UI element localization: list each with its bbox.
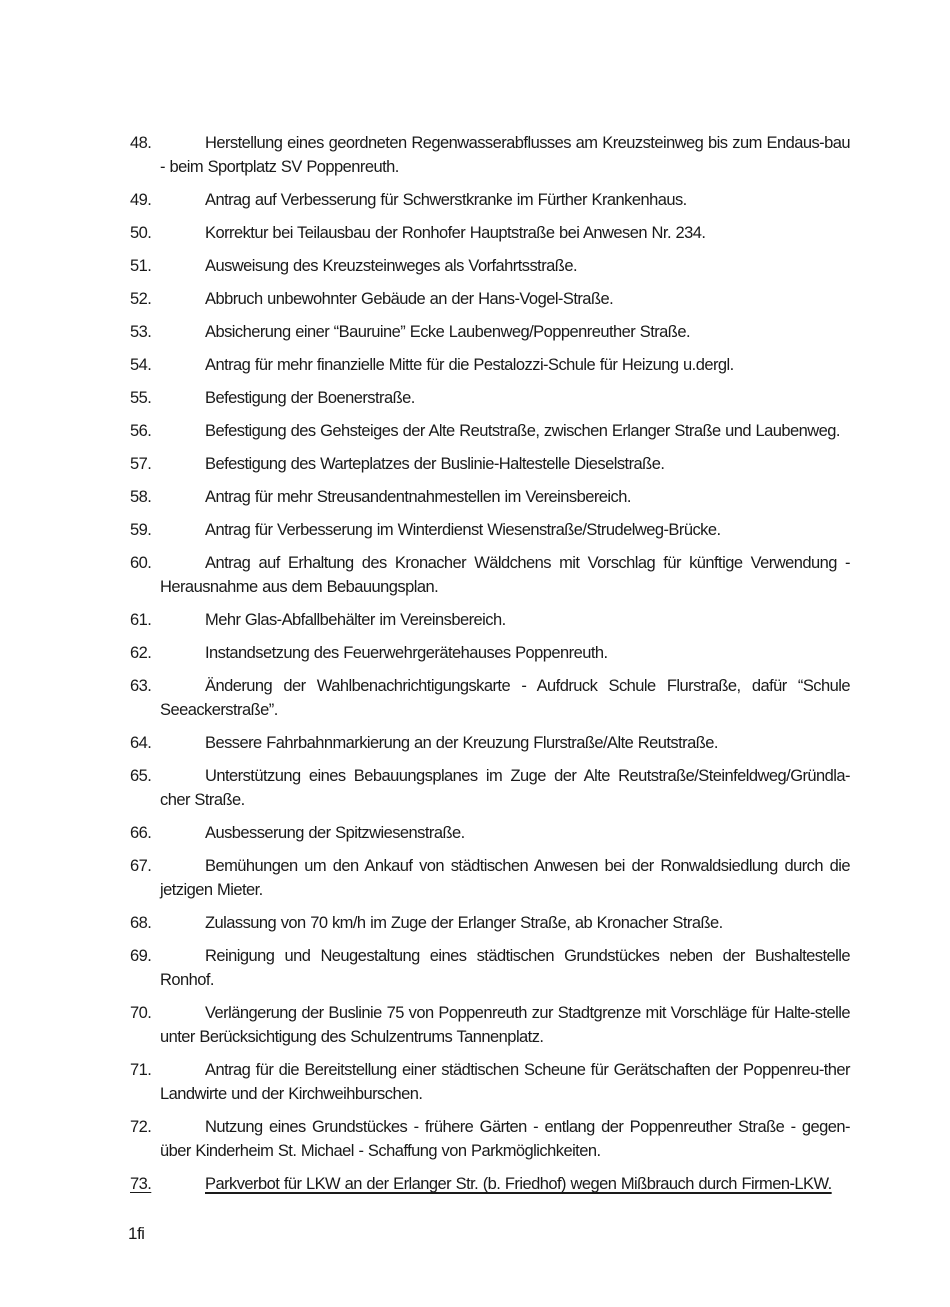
list-item bbox=[130, 731, 850, 755]
item-text: Befestigung der Boenerstraße. bbox=[205, 389, 415, 407]
item-number: 62. bbox=[130, 644, 152, 662]
item-text: Ausweisung des Kreuzsteinweges als Vorfahrtsstraße. bbox=[205, 257, 577, 275]
item-number: 67. bbox=[130, 857, 152, 875]
item-text: Ausbesserung der Spitzwiesenstraße. bbox=[205, 824, 465, 842]
item-text: Antrag auf Verbesserung für Schwerstkranke im Fürther Krankenhaus. bbox=[205, 191, 687, 209]
list-item bbox=[130, 911, 850, 935]
item-text: Bemühungen um den Ankauf von städtischen Anwesen bei der Ronwaldsiedlung durch die jetzigen Mieter. bbox=[160, 857, 850, 899]
page-footer-mark: 1fi bbox=[128, 1224, 145, 1243]
item-number: 63. bbox=[130, 677, 152, 695]
item-number: 60. bbox=[130, 554, 152, 572]
list-item bbox=[130, 287, 850, 311]
item-text: Abbruch unbewohnter Gebäude an der Hans-Vogel-Straße. bbox=[205, 290, 614, 308]
item-text: Instandsetzung des Feuerwehrgerätehauses Poppenreuth. bbox=[205, 644, 608, 662]
list-item bbox=[130, 641, 850, 665]
item-number: 48. bbox=[130, 134, 152, 152]
numbered-list bbox=[130, 131, 850, 1205]
list-item bbox=[130, 452, 850, 476]
item-text: Unterstützung eines Bebauungsplanes im Zuge der Alte Reutstraße/Steinfeldweg/Gründla-cher Straße. bbox=[160, 767, 850, 809]
item-text: Befestigung des Warteplatzes der Buslinie-Haltestelle Dieselstraße. bbox=[205, 455, 665, 473]
item-text: Verlängerung der Buslinie 75 von Poppenreuth zur Stadtgrenze mit Vorschläge für Halte-stelle unter Berücksichtigung des Schulzentrums Tannenplatz. bbox=[160, 1004, 850, 1046]
item-number: 58. bbox=[130, 488, 152, 506]
item-number: 52. bbox=[130, 290, 152, 308]
item-number: 55. bbox=[130, 389, 152, 407]
list-item bbox=[130, 188, 850, 212]
item-number: 61. bbox=[130, 611, 152, 629]
list-item bbox=[130, 674, 850, 722]
item-text: Korrektur bei Teilausbau der Ronhofer Hauptstraße bei Anwesen Nr. 234. bbox=[205, 224, 706, 242]
item-text: Herstellung eines geordneten Regenwasserabflusses am Kreuzsteinweg bis zum Endaus-bau - beim Sportplatz SV Poppenreuth. bbox=[160, 134, 850, 176]
item-text: Mehr Glas-Abfallbehälter im Vereinsbereich. bbox=[205, 611, 506, 629]
list-item bbox=[130, 485, 850, 509]
item-number: 68. bbox=[130, 914, 152, 932]
item-number: 71. bbox=[130, 1061, 152, 1079]
list-item bbox=[130, 254, 850, 278]
item-text: Nutzung eines Grundstückes - frühere Gärten - entlang der Poppenreuther Straße - gegen-über Kinderheim St. Michael - Schaffung von Parkmöglichkeiten. bbox=[160, 1118, 850, 1160]
list-item bbox=[130, 1058, 850, 1106]
list-item bbox=[130, 353, 850, 377]
list-item bbox=[130, 821, 850, 845]
item-text: Parkverbot für LKW an der Erlanger Str. (b. Friedhof) wegen Mißbrauch durch Firmen-LKW. bbox=[205, 1175, 832, 1193]
item-number: 70. bbox=[130, 1004, 152, 1022]
item-text: Antrag für die Bereitstellung einer städtischen Scheune für Gerätschaften der Poppenreu-ther Landwirte und der Kirchweihburschen. bbox=[160, 1061, 850, 1103]
list-item bbox=[130, 386, 850, 410]
item-number: 51. bbox=[130, 257, 152, 275]
item-text: Zulassung von 70 km/h im Zuge der Erlanger Straße, ab Kronacher Straße. bbox=[205, 914, 723, 932]
list-item bbox=[130, 854, 850, 902]
item-text: Absicherung einer “Bauruine” Ecke Laubenweg/Poppenreuther Straße. bbox=[205, 323, 690, 341]
item-text: Antrag für mehr Streusandentnahmestellen im Vereinsbereich. bbox=[205, 488, 631, 506]
item-number: 53. bbox=[130, 323, 152, 341]
item-number: 54. bbox=[130, 356, 152, 374]
item-number: 72. bbox=[130, 1118, 152, 1136]
list-item bbox=[130, 131, 850, 179]
item-text: Antrag für mehr finanzielle Mitte für die Pestalozzi-Schule für Heizung u.dergl. bbox=[205, 356, 734, 374]
list-item bbox=[130, 419, 850, 443]
item-number: 59. bbox=[130, 521, 152, 539]
item-text: Bessere Fahrbahnmarkierung an der Kreuzung Flurstraße/Alte Reutstraße. bbox=[205, 734, 718, 752]
list-item bbox=[130, 1172, 850, 1196]
item-text: Änderung der Wahlbenachrichtigungskarte - Aufdruck Schule Flurstraße, dafür “Schule Seeackerstraße”. bbox=[160, 677, 850, 719]
item-number: 56. bbox=[130, 422, 152, 440]
list-item bbox=[130, 764, 850, 812]
item-number: 50. bbox=[130, 224, 152, 242]
item-number: 57. bbox=[130, 455, 152, 473]
list-item bbox=[130, 1115, 850, 1163]
list-item bbox=[130, 320, 850, 344]
list-item bbox=[130, 518, 850, 542]
item-number: 66. bbox=[130, 824, 152, 842]
list-item bbox=[130, 1001, 850, 1049]
list-item bbox=[130, 944, 850, 992]
item-number: 65. bbox=[130, 767, 152, 785]
item-text: Reinigung und Neugestaltung eines städtischen Grundstückes neben der Bushaltestelle Ronhof. bbox=[160, 947, 850, 989]
item-text: Antrag für Verbesserung im Winterdienst Wiesenstraße/Strudelweg-Brücke. bbox=[205, 521, 721, 539]
item-text: Befestigung des Gehsteiges der Alte Reutstraße, zwischen Erlanger Straße und Laubenweg. bbox=[205, 422, 840, 440]
list-item bbox=[130, 608, 850, 632]
item-number: 73. bbox=[130, 1175, 152, 1193]
list-item bbox=[130, 551, 850, 599]
list-item bbox=[130, 221, 850, 245]
item-number: 64. bbox=[130, 734, 152, 752]
item-number: 49. bbox=[130, 191, 152, 209]
item-number: 69. bbox=[130, 947, 152, 965]
item-text: Antrag auf Erhaltung des Kronacher Wäldchens mit Vorschlag für künftige Verwendung - Herausnahme aus dem Bebauungsplan. bbox=[160, 554, 850, 596]
